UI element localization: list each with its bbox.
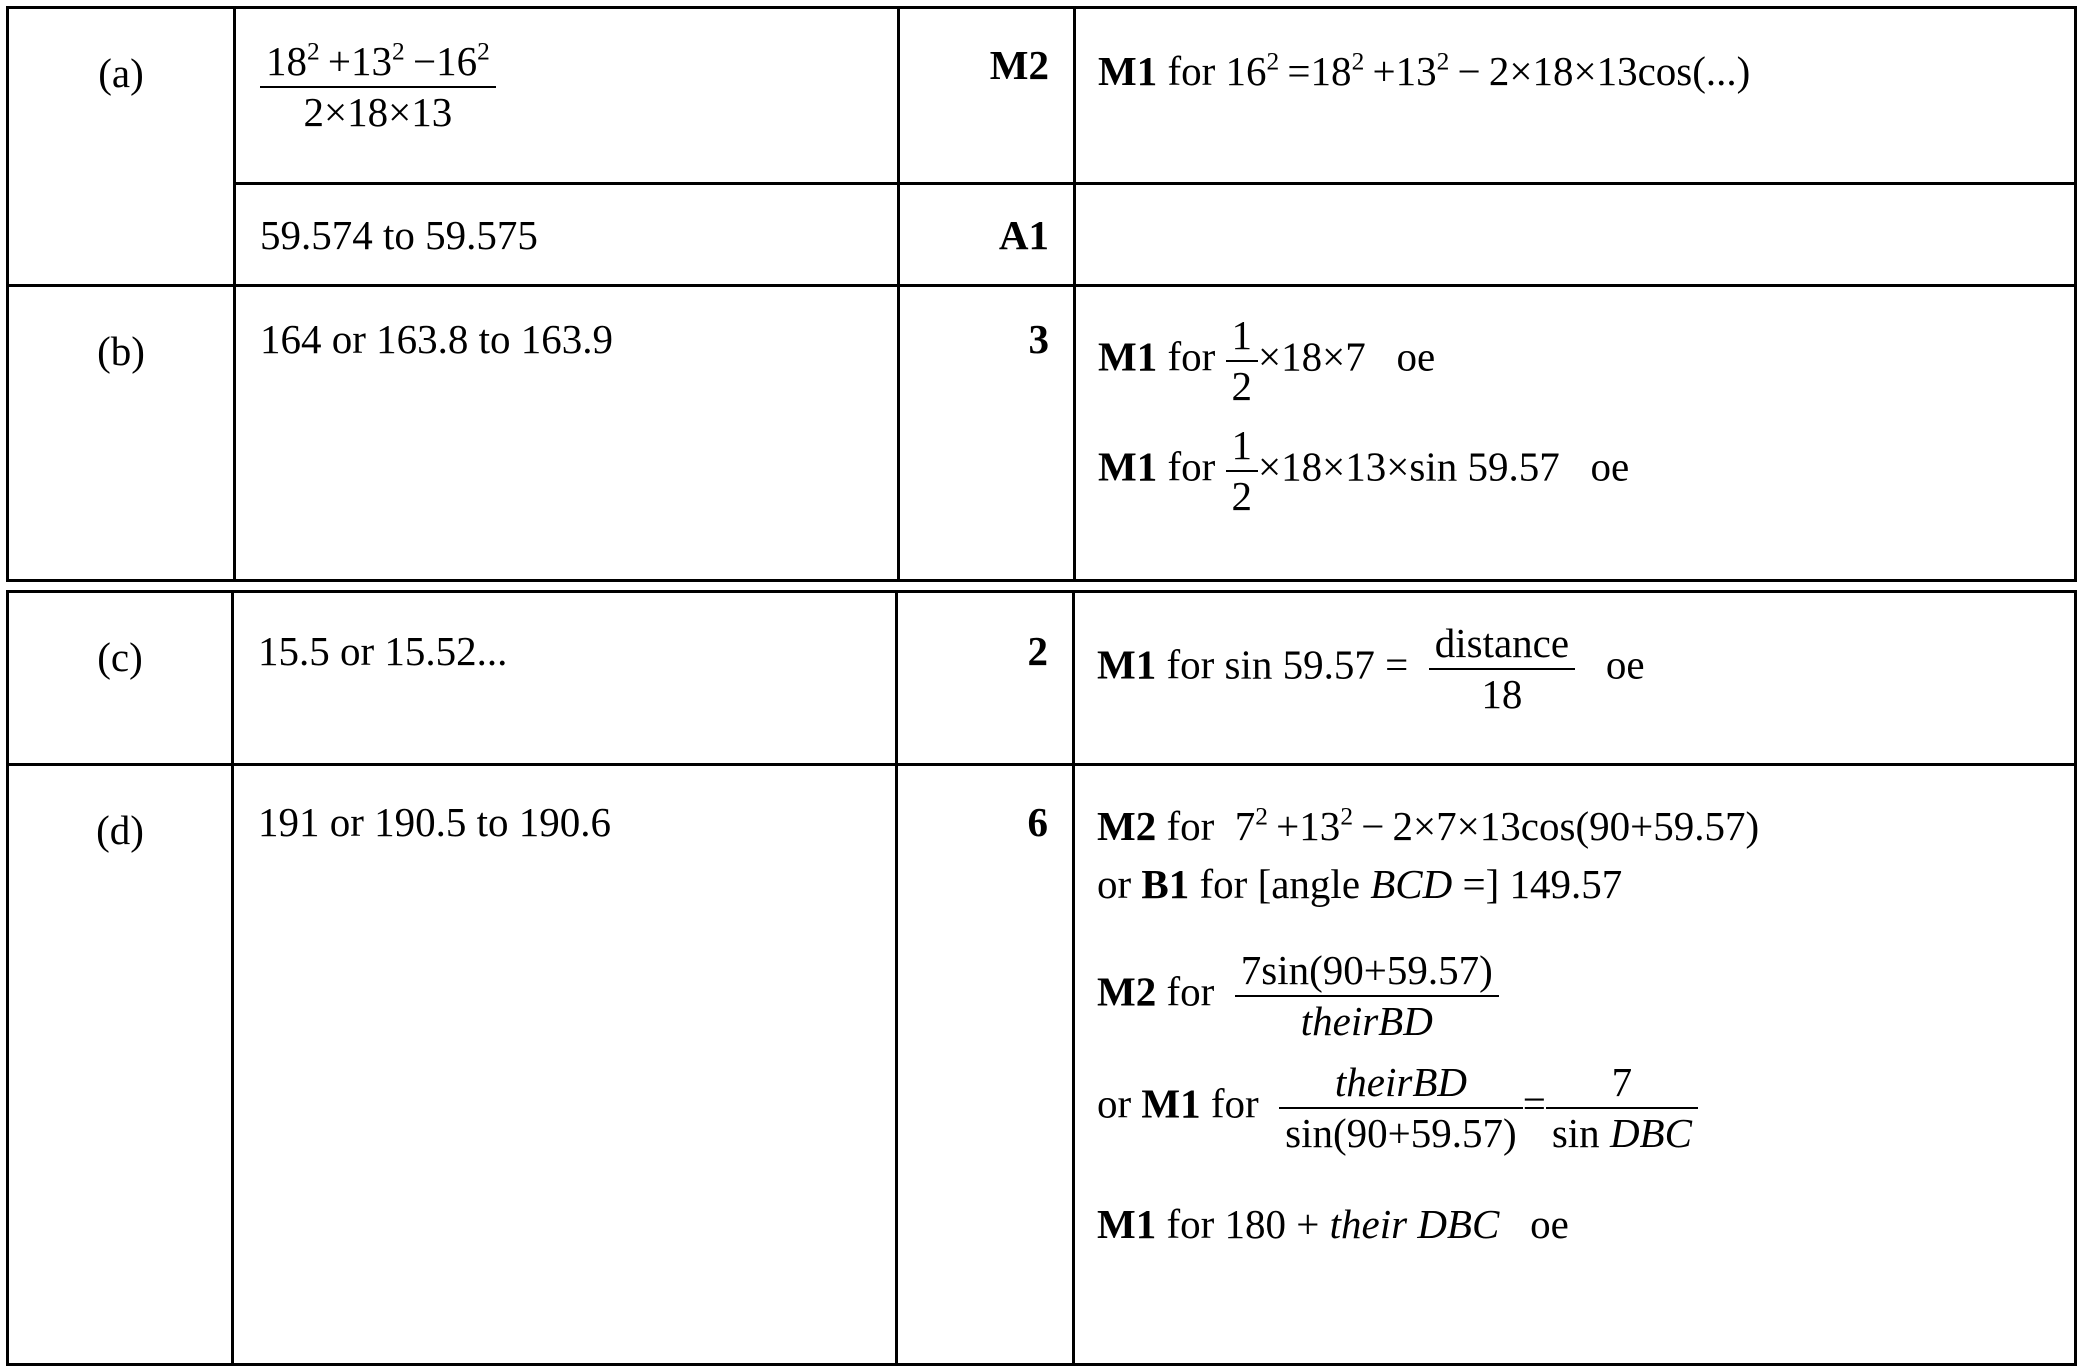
part-label-b: (b) — [8, 286, 235, 581]
part-label-c: (c) — [8, 592, 233, 765]
answer-b: 164 or 163.8 to 163.9 — [235, 286, 899, 581]
guidance-b: M1 for $\frac{1}{2}$ ×18×7 oe M1 for $\frac{1}{2}$ ×18×13×sin 59.57 oe — [1075, 286, 2076, 581]
guidance-d: M2 for $7^2 +13^2 - 2\times 7\times 13\cos(90+59.57)$ or B1 for [angle BCD =] 149.57 M2 for $\frac{7\sin(90+59.57)}{\text{theirBD}}$ or M1 for $\frac{\text{theirBD}}{\sin(90+59.57)}$ = $\frac{7}{\text{sin DBC}}$ M1 for 180 + their DBC oe — [1074, 765, 2076, 1365]
fraction: $\frac{18^2 +13^2 -16^2}{2\times 18\times 13}$ — [260, 39, 496, 135]
answer-c: 15.5 or 15.52... — [233, 592, 897, 765]
row-b — [8, 286, 2076, 581]
mark-scheme-table-2 — [6, 590, 2077, 1366]
row-a-method — [8, 8, 2076, 184]
mark-scheme-table-1 — [6, 6, 2077, 582]
answer-d: 191 or 190.5 to 190.6 — [233, 765, 897, 1365]
answer-a-fraction — [235, 8, 899, 184]
row-d — [8, 765, 2076, 1365]
row-c — [8, 592, 2076, 765]
answer-a-final: 59.574 to 59.575 — [235, 184, 899, 286]
marks-a-method: M2 — [899, 8, 1075, 184]
marks-a-accuracy: A1 — [899, 184, 1075, 286]
guidance-a-empty — [1075, 184, 2076, 286]
marks-c: 2 — [897, 592, 1074, 765]
guidance-a: M1 for $16^2 =18^2 +13^2 - 2\times 18\times 13\cos(...)$ — [1075, 8, 2076, 184]
marks-d: 6 — [897, 765, 1074, 1365]
marks-b: 3 — [899, 286, 1075, 581]
part-label-d: (d) — [8, 765, 233, 1365]
row-a-accuracy — [8, 184, 2076, 286]
guidance-c: M1 for sin 59.57 = $\frac{\text{distance}}{18}$ oe — [1074, 592, 2076, 765]
part-label-a: (a) — [8, 8, 235, 286]
